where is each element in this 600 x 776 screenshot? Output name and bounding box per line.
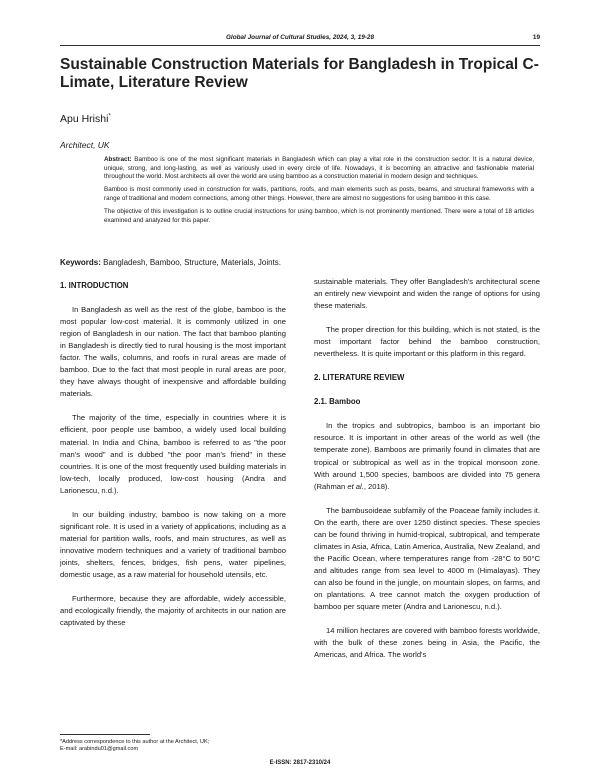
author-line [60, 113, 111, 125]
keywords-text: Bangladesh, Bamboo, Structure, Materials, Joints. [103, 258, 282, 267]
citation-etal: et al. [347, 481, 364, 491]
abstract-paragraph-2: Bamboo is most commonly used in construction for walls, partitions, roofs, and main elements such as posts, beams, and structural frameworks with a range of traditional and modern connections, among other things. However, there are almost no suggestions for using bamboo in this case. [104, 186, 534, 202]
keywords [60, 258, 281, 267]
footnote-email: E-mail: arabindu01@gmail.com [60, 746, 139, 752]
issn-footer: E-ISSN: 2817-2310/24 [269, 760, 331, 766]
footnote-address: *Address correspondence to this author at the Architect, UK; [60, 739, 210, 745]
abstract-paragraph-3: The objective of this investigation is to outline crucial instructions for using bamboo, which is not prominently mentioned. There were a total of 18 articles examined and analyzed for this paper. [104, 208, 534, 224]
bamboo-paragraph-1-text: In the tropics and subtropics, bamboo is an important bio resource. It is important in other areas of the world as well (the temperate zone). Bamboos are primarily found in climates that are tropical or subtropical as well as in the tropical monsoon zone. With around 1,500 species, bamboos are divided into 75 genera (Rahman [314, 421, 540, 491]
keywords-label: Keywords: [60, 258, 101, 267]
running-header [60, 34, 540, 41]
header-rule [60, 45, 540, 46]
footnote-rule [60, 734, 150, 735]
correspondence-footnote [60, 739, 300, 753]
bamboo-paragraph-1 [314, 420, 540, 492]
section-heading-introduction: 1. INTRODUCTION [60, 281, 129, 290]
intro-paragraph-4: Furthermore, because they are affordable, widely accessible, and ecologically friendly, the majority of architects in our nation are captivated by these [60, 594, 286, 628]
abstract-text-1: Bamboo is one of the most significant materials in Bangladesh which can play a vital role in the construction sector. It is a natural device, unique, strong, and long-lasting, as well as variously used in every circle of life. Nowadays, it is becoming an attractive and fashionable material throughout the world. Most architects all over the world are using bamboo as a construction material in modern design and techniques. [104, 156, 535, 181]
bamboo-paragraph-2: The bambusoideae subfamily of the Poaceae family includes it. On the earth, there are over 1250 distinct species. These species can be found thriving in humid-tropical, subtropical, and temperate climates in Asia, Africa, Latin America, Australia, New Zealand, and the Pacific Ocean, where temperatures range from -28°C to 50°C and altitudes range from sea level to 4000 m (Himalayas). They can also be found in the jungle, on mountain slopes, on farms, and on plantations. A tree cannot match the oxygen production of bamboo per square meter (Andra and Larionescu, n.d.). [314, 505, 540, 612]
author-affiliation: Architect, UK [60, 140, 110, 150]
author-mark: * [108, 113, 111, 120]
author-name: Apu Hrishi [60, 113, 109, 125]
intro-paragraph-1: In Bangladesh as well as the rest of the globe, bamboo is the most popular low-cost material. It is commonly utilized in one region of Bangladesh in our nation. The fact that bamboo planting in Bangladesh is directly tied to rural housing is the most important factor. The walls, columns, and roofs in rural areas are made of bamboo. Due to the fact that most people in rural areas are poor, they have always thought of inexpensive and affordable building materials. [60, 305, 286, 399]
left-column [60, 280, 286, 641]
abstract [104, 156, 534, 230]
bamboo-paragraph-3: 14 million hectares are covered with bamboo forests worldwide, with the bulk of these zones being in Asia, the Pacific, the Americas, and Africa. The world's [314, 626, 540, 660]
intro-paragraph-2: The majority of the time, especially in countries where it is efficient, poor people use bamboo, a widely used local building material. In India and China, bamboo is referred to as "the poor man's wood" and is dubbed "the poor man's friend" in these countries. It is one of the most frequently used building materials in low-tech, locally produced, low-cost housing (Andra and Larionescu, n.d.). [60, 413, 286, 495]
journal-citation: Global Journal of Cultural Studies, 2024, 3, 19-28 [225, 34, 375, 41]
subsection-heading-bamboo: 2.1. Bamboo [314, 397, 361, 407]
bamboo-paragraph-1-tail: , 2018). [363, 481, 390, 491]
intro-paragraph-3: In our building industry, bamboo is now taking on a more significant role. It is used in a variety of applications, including as a material for partition walls, roofs, and main structures, as well as innovative modern techniques and a variety of traditional bamboo joints, shelters, fences, bridges, fish pens, water pipelines, domestic usage, as a raw material for household utensils, etc. [60, 509, 286, 579]
section-heading-literature-review: 2. LITERATURE REVIEW [314, 373, 405, 383]
intro-paragraph-4-continued: sustainable materials. They offer Bangladesh's architectural scene an entirely new viewpoint and widen the range of options for using these materials. [314, 277, 540, 311]
abstract-label: Abstract: [104, 156, 132, 163]
article-title: Sustainable Construction Materials for Bangladesh in Tropical C-Limate, Literature Review [60, 56, 539, 91]
abstract-paragraph-1 [104, 156, 534, 182]
intro-paragraph-5: The proper direction for this building, which is not stated, is the most important factor behind the bamboo construction, nevertheless. It is quite important or this platform in this regard. [314, 325, 540, 359]
right-column [314, 276, 540, 673]
page-number: 19 [532, 34, 540, 41]
